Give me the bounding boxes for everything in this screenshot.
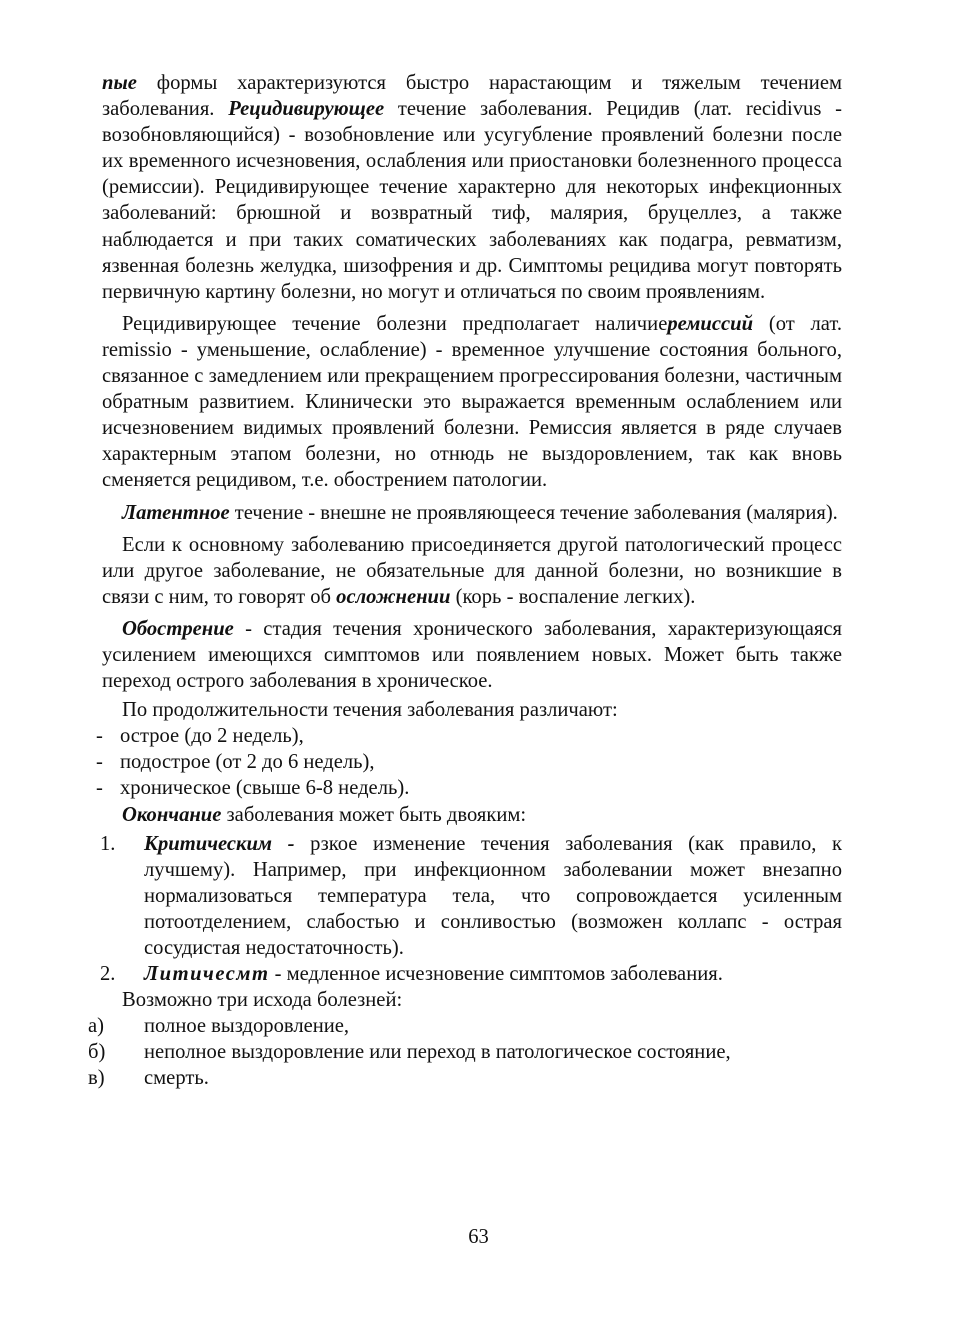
list-item-text: смерть.: [144, 1067, 209, 1090]
paragraph-text: Возможно три исхода болезней:: [122, 989, 403, 1012]
list-item: [88, 1013, 842, 1039]
bold-term-forms: пые: [102, 72, 137, 94]
paragraph-exacerbation: [102, 616, 842, 694]
list-marker: 2.: [100, 963, 116, 986]
outcome-list: [88, 1013, 842, 1091]
paragraph-text: (корь - воспаление легких).: [450, 585, 696, 608]
paragraph-ending-intro: [102, 802, 842, 828]
paragraph-text: течение заболевания. Рецидив (лат. recidivus - возобновляющийся) - возобновление или усугубление проявлений болезни после их временного исчезновения, ослабления или приостановки болезненного процесса (ремиссии). Рецидивирующее течение характерно для некоторых инфекционных заболеваний: брюшной и возвратный тиф, малярия, бруцеллез, а также наблюдается и при таких соматических заболеваниях как подагра, ревматизм, язвенная болезнь желудка, шизофрения и др. Симптомы рецидива могут повторять первичную картину болезни, но могут и отличаться по своим проявлениям.: [102, 98, 842, 303]
paragraph-text: - стадия течения хронического заболевания, характеризующаяся усилением имеющихся симптомов или появлением новых. Может быть также переход острого заболевания в хроническое.: [102, 617, 842, 693]
list-item-text: полное выздоровление,: [144, 1015, 350, 1038]
list-item-text: острое (до 2 недель),: [120, 725, 304, 748]
bold-term-exacerbation: Обострение: [122, 617, 234, 640]
bold-term-critical: Критическим -: [144, 832, 295, 855]
list-marker: -: [96, 725, 103, 748]
bold-term-relapsing: Рецидивирующее: [228, 98, 385, 121]
paragraph-text: По продолжительности течения заболевания различают:: [122, 699, 618, 722]
paragraph-text: заболевания может быть двояким:: [221, 803, 527, 826]
list-marker: 1.: [100, 832, 116, 855]
paragraph-text: течение - внешне не проявляющееся течение заболевания (малярия).: [229, 501, 838, 524]
list-item-text: - медленное исчезновение симптомов заболевания.: [269, 963, 723, 986]
list-item-text: рзкое изменение течения заболевания (как правило, к лучшему). Например, при инфекционном заболевании может внезапно нормализоваться температура тела, что сопровождается усиленным потоотделением, слабостью и сонливостью (возможен коллапс - острая сосудистая недостаточность).: [144, 832, 843, 959]
paragraph-duration-intro: [102, 697, 842, 723]
bold-term-lytic: Литичесмт: [144, 963, 270, 986]
page-number: 63: [468, 1226, 489, 1248]
list-item: [88, 1039, 842, 1065]
paragraph-text: (от лат. remissio - уменьшение, ослабление) - временное улучшение состояния больного, связанное с замедлением или прекращением прогрессирования болезни, частичным обратным развитием. Клинически это выражается временным ослаблением или исчезновением видимых проявлений болезни. Ремиссия является в ряде случаев характерным этапом болезни, но отнюдь не выздоровлением, так как вновь сменяется рецидивом, т.е. обострением патологии.: [102, 312, 843, 492]
paragraph-text: Если к основному заболеванию присоединяется другой патологический процесс или другое заболевание, не обязательные для данной болезни, но возникшие в связи с ним, то говорят об: [102, 533, 842, 608]
paragraph-text: Рецидивирующее течение болезни предполагает наличие: [122, 312, 668, 335]
page-body-text: [88, 70, 843, 1092]
list-item: [102, 831, 842, 961]
list-marker: а): [88, 1015, 104, 1038]
list-item: [96, 723, 842, 749]
duration-list: [96, 723, 842, 801]
paragraph-remission: [102, 311, 842, 494]
list-marker: б): [88, 1041, 106, 1064]
paragraph-relapsing-course: [102, 70, 842, 305]
list-item-text: хроническое (свыше 6-8 недель).: [120, 777, 410, 800]
bold-term-ending: Окончание: [122, 803, 222, 826]
list-item-text: неполное выздоровление или переход в патологическое состояние,: [144, 1041, 731, 1064]
ending-list: [102, 831, 842, 988]
bold-term-latent: Латентное: [122, 501, 230, 524]
bold-term-complication: осложнении: [336, 585, 451, 608]
paragraph-text: формы характеризуются быстро нарастающим и тяжелым течением заболевания.: [102, 72, 842, 121]
list-marker: в): [88, 1067, 105, 1090]
list-marker: -: [96, 777, 103, 800]
paragraph-outcomes-intro: [102, 987, 842, 1013]
list-item: [96, 775, 842, 801]
paragraph-complication: [102, 532, 842, 610]
bold-term-remission: ремиссий: [667, 312, 754, 335]
list-marker: -: [96, 751, 103, 774]
list-item: [102, 961, 842, 987]
list-item-text: подострое (от 2 до 6 недель),: [120, 751, 375, 774]
list-item: [96, 749, 842, 775]
list-item: [88, 1065, 842, 1091]
paragraph-latent: [102, 500, 842, 526]
